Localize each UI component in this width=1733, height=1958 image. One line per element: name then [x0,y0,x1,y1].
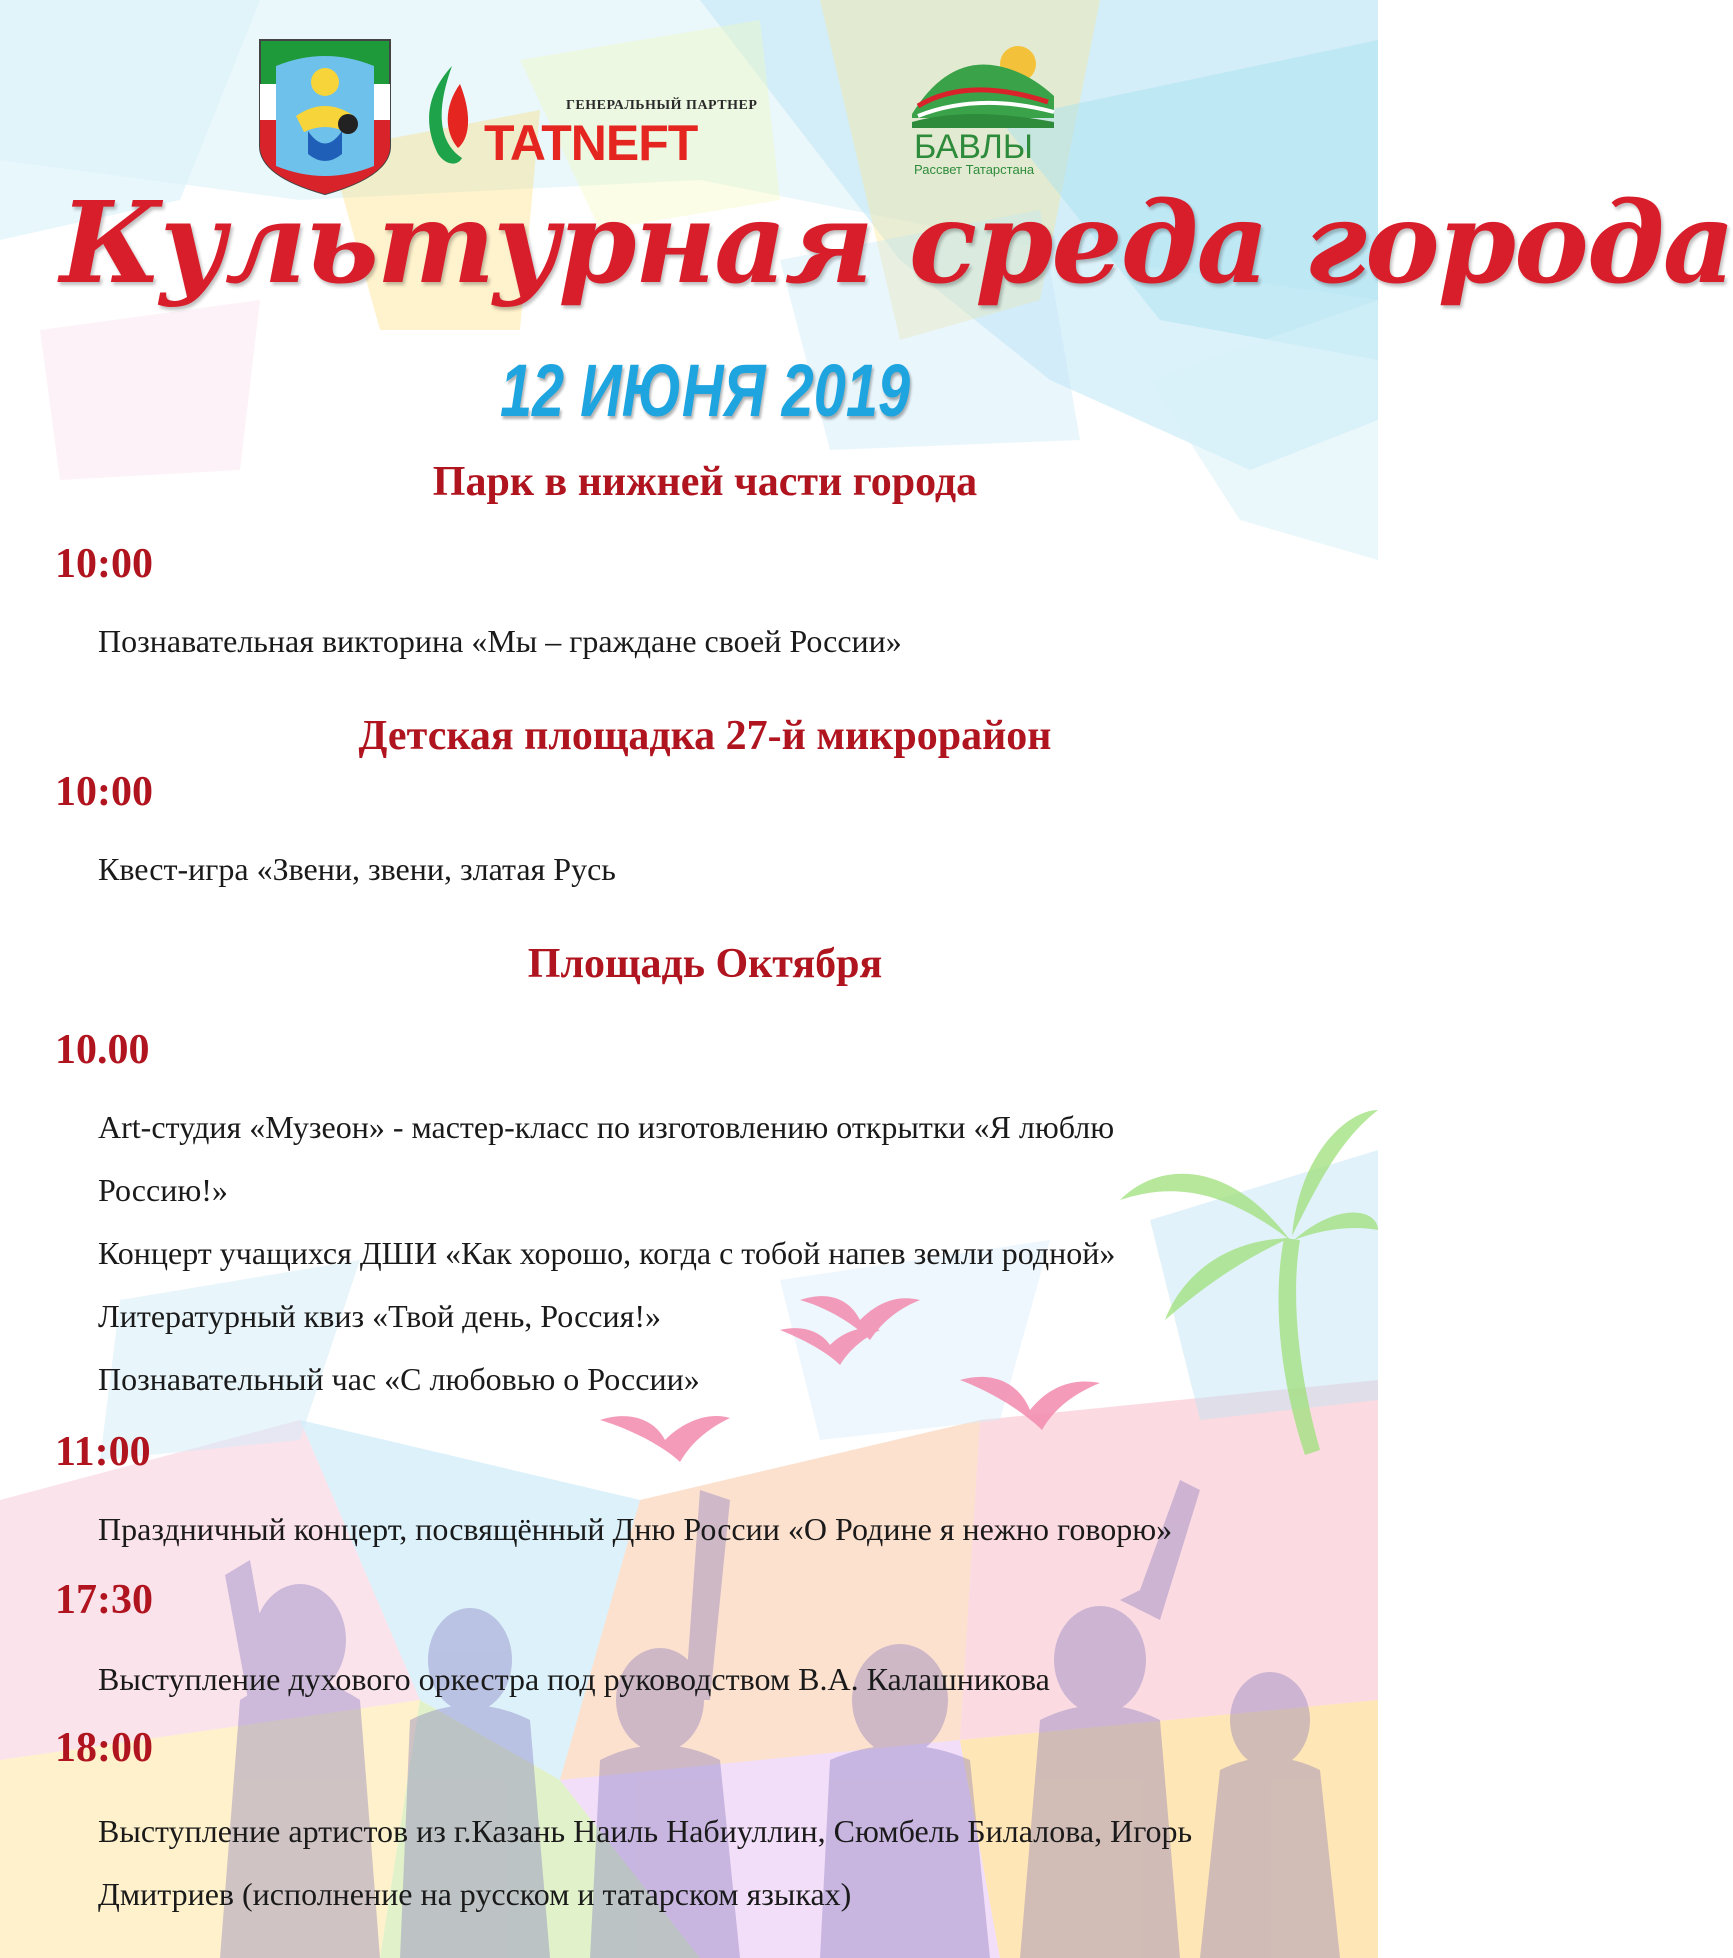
program-item: Познавательная викторина «Мы – граждане своей России» [98,623,902,659]
page-title: Культурная среда города [60,178,1733,309]
program-item: Познавательный час «С любовью о России» [98,1361,700,1397]
venue-heading: Парк в нижней части города [432,459,978,505]
program-item: Праздничный концерт, посвящённый Дню России «О Родине я нежно говорю» [98,1511,1173,1547]
coat-of-arms-logo [256,36,394,198]
time-label: 10:00 [55,541,153,587]
hills-icon [908,36,1058,131]
partner-label: ГЕНЕРАЛЬНЫЙ ПАРТНЕР [566,98,758,113]
time-label: 18:00 [55,1725,153,1771]
venue-heading: Площадь Октября [527,941,883,987]
program-item: Выступление артистов из г.Казань Наиль Набиуллин, Сюмбель Билалова, Игорь [98,1813,1193,1849]
program-item: Квест-игра «Звени, звени, златая Русь [98,851,616,887]
program-item: Концерт учащихся ДШИ «Как хорошо, когда с тобой напев земли родной» [98,1235,1116,1271]
bavly-logo [908,36,1068,186]
program-item: Выступление духового оркестра под руководством В.А. Калашникова [98,1661,1050,1697]
time-label: 10.00 [55,1027,150,1073]
program-item: Дмитриев (исполнение на русском и татарском языках) [98,1876,852,1912]
program-item: Art-студия «Музеон» - мастер-класс по изготовлению открытки «Я люблю [98,1109,1115,1145]
tatneft-logo [418,62,808,172]
flame-icon [418,62,482,172]
time-label: 11:00 [55,1429,151,1475]
event-date: 12 ИЮНЯ 2019 [499,349,911,432]
program-item: Россию!» [98,1172,228,1208]
venue-heading: Детская площадка 27-й микрорайон [358,713,1052,759]
tatneft-wordmark: TATNEFT [484,115,698,171]
time-label: 17:30 [55,1577,153,1623]
bavly-tagline: Рассвет Татарстана [914,162,1035,177]
program-item: Литературный квиз «Твой день, Россия!» [98,1298,661,1334]
bavly-wordmark: БАВЛЫ [914,128,1033,166]
time-label: 10:00 [55,769,153,815]
